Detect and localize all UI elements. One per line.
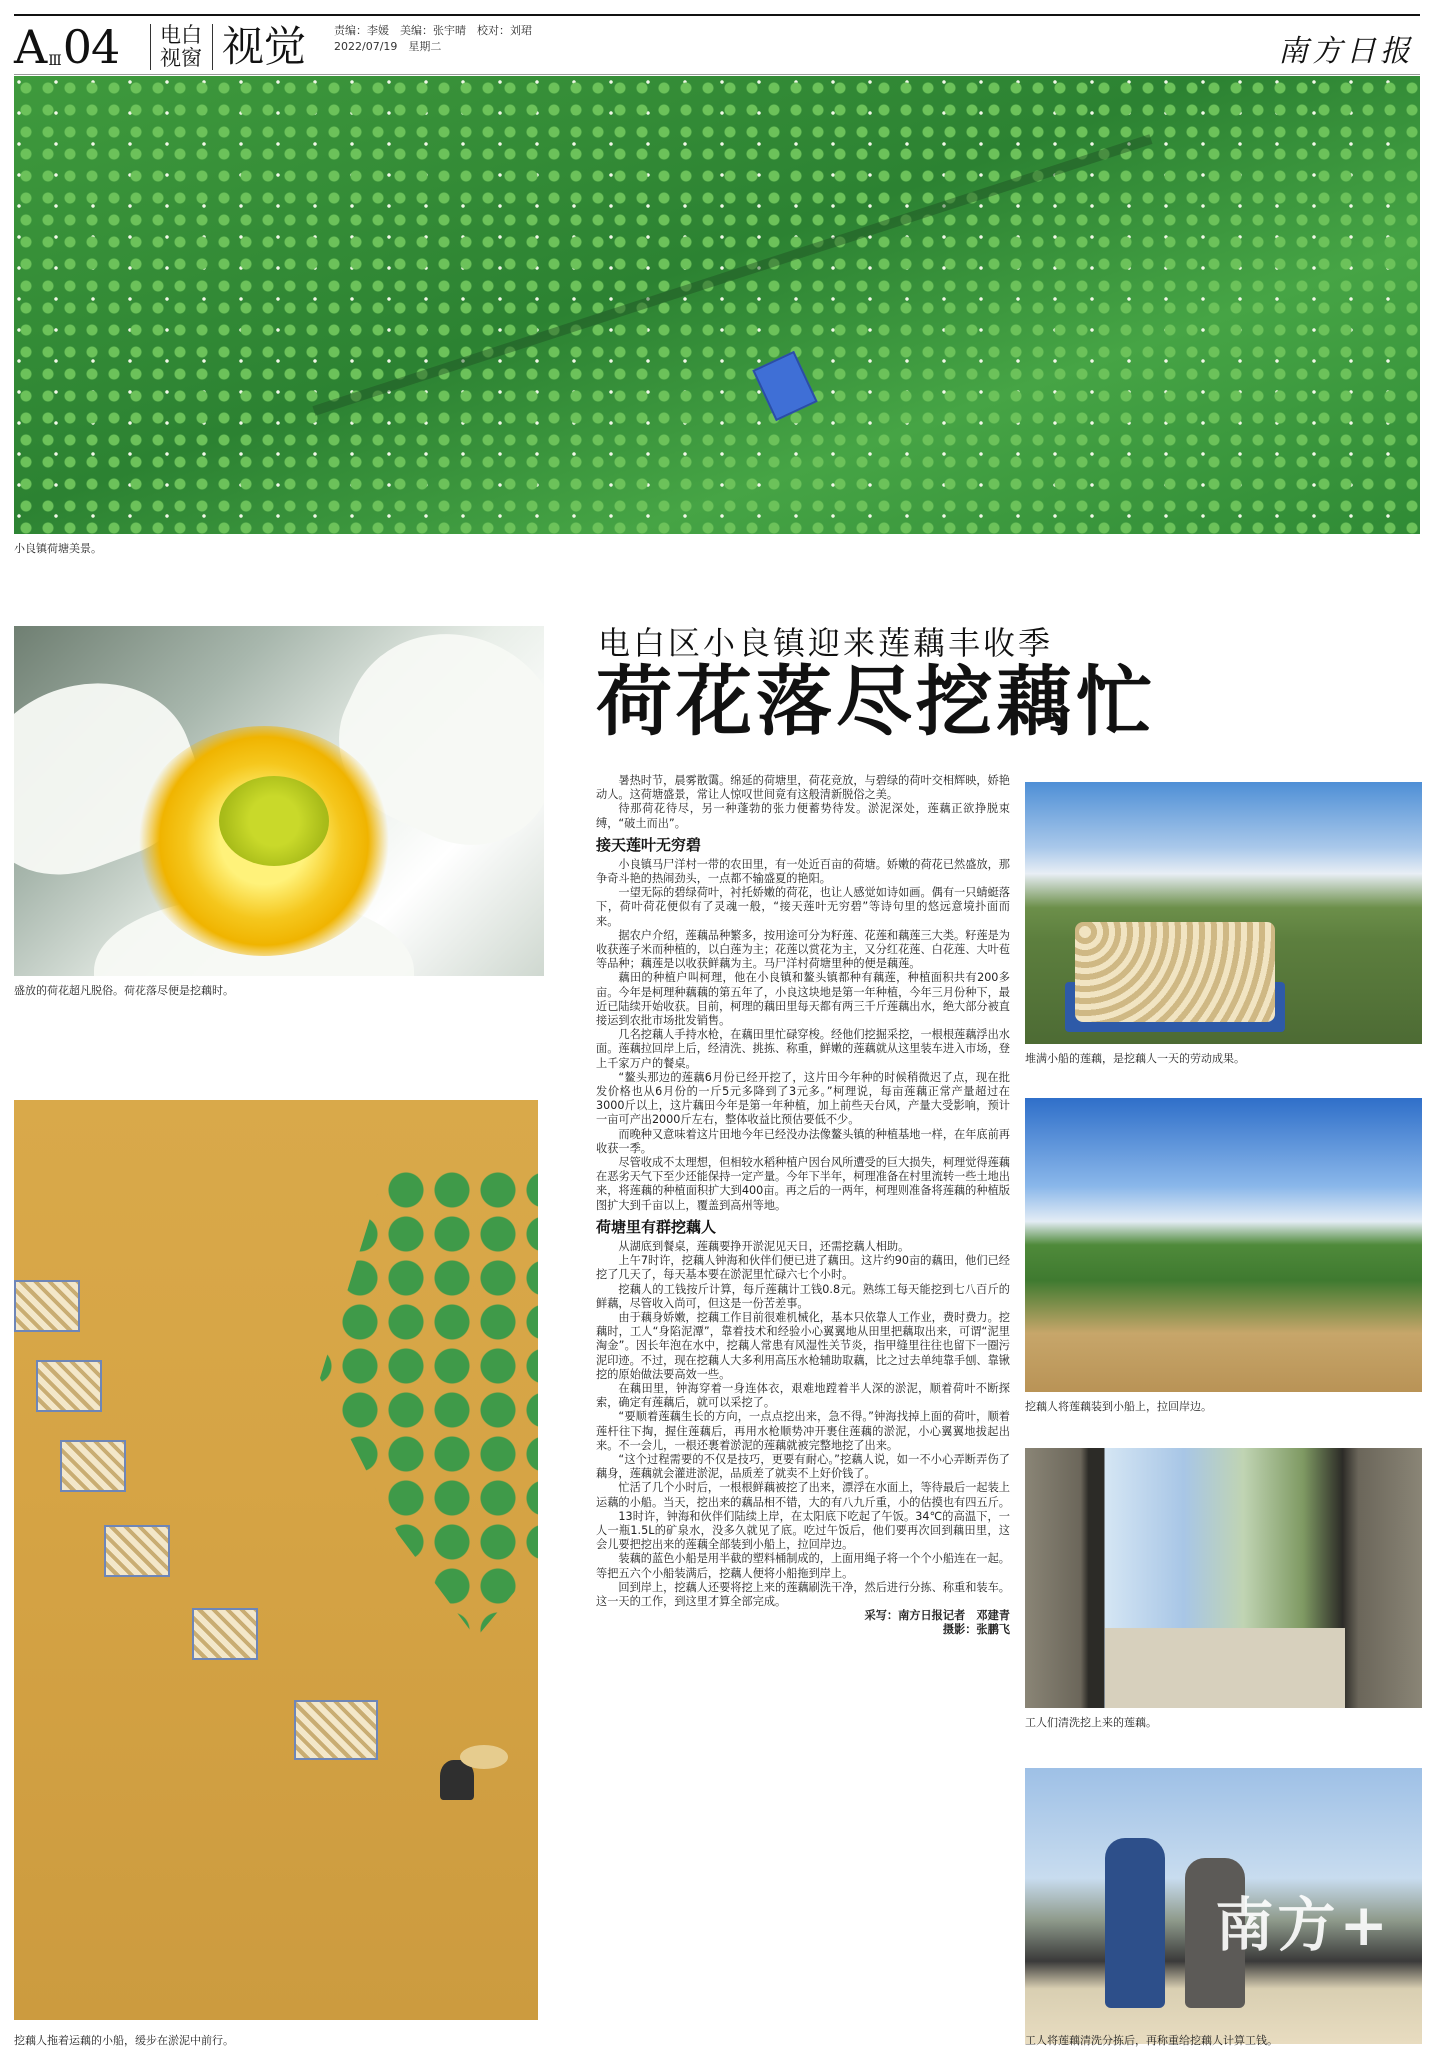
paragraph: 据农户介绍，莲藕品种繁多，按用途可分为籽莲、花莲和藕莲三大类。籽莲是为收获莲子米而种植的，以白莲为主；花莲以赏花为主，又分红花莲、白花莲、大叶苞等品种；藕莲是以收获鲜藕为主。马尸洋村荷塘里种的便是藕莲。	[596, 928, 1010, 971]
article-body	[596, 774, 1010, 1638]
header-divider	[212, 24, 213, 70]
paragraph: “鳌头那边的莲藕6月份已经开挖了，这片田今年种的时候稍微迟了点，现在批发价格也从6月份的一斤5元多降到了3元多。”柯理说，每亩莲藕正常产量超过在3000斤以上，这片藕田今年是第一年种植，加上前些天台风，产量大受影响，预计一亩可产出2000斤左右，整体收益比预估要低不少。	[596, 1070, 1010, 1127]
washing-area	[1105, 1628, 1345, 1708]
blue-boat	[752, 351, 817, 421]
paragraph: 暑热时节，晨雾散霭。绵延的荷塘里，荷花竞放，与碧绿的荷叶交相辉映，娇艳动人。这荷塘盛景，常让人惊叹世间竟有这般清新脱俗之美。	[596, 774, 1010, 802]
photo-caption: 挖藕人拖着运藕的小船，缓步在淤泥中前行。	[14, 2034, 234, 2047]
photo-caption: 工人们清洗挖上来的莲藕。	[1025, 1716, 1157, 1729]
article-headline: 荷花落尽挖藕忙	[596, 657, 1156, 746]
paragraph: 待那荷花待尽，另一种蓬勃的张力便蓄势待发。淤泥深处，莲藕正欲挣脱束缚，“破土而出”。	[596, 802, 1010, 830]
paragraph: 上午7时许，挖藕人钟海和伙伴们便已进了藕田。这片约90亩的藕田，他们已经挖了几天了，每天基本要在淤泥里忙碌六七个小时。	[596, 1254, 1010, 1282]
loaded-boat-photo	[1025, 782, 1422, 1044]
reporter-byline: 采写：南方日报记者 邓建青	[864, 1609, 1010, 1623]
paragraph: 而晚种又意味着这片田地今年已经没办法像鳌头镇的种植基地一样，在年底前再收获一季。	[596, 1127, 1010, 1155]
lotus-root-boat	[104, 1525, 170, 1577]
lotus-root-bundle	[294, 1700, 378, 1760]
lotus-root-pile	[1075, 922, 1275, 1022]
paragraph: 藕田的种植户叫柯理，他在小良镇和鳌头镇都种有藕莲，种植面积共有200多亩。今年是柯理种藕藕的第五年了，小良这块地是第一年种植，今年三月份种下，最近已陆续开始收获。目前，柯理的藕田里每天都有两三千斤莲藕出水，绝大部分被直接运到农批市场批发销售。	[596, 971, 1010, 1028]
paragraph: 几名挖藕人手持水枪，在藕田里忙碌穿梭。经他们挖掘采挖，一根根莲藕浮出水面。莲藕拉回岸上后，经清洗、挑拣、称重，鲜嫩的莲藕就从这里装车进入市场，登上千家万户的餐桌。	[596, 1028, 1010, 1070]
paragraph: 回到岸上，挖藕人还要将挖上来的莲藕刷洗干净，然后进行分拣、称重和装车。这一天的工作，到这里才算全部完成。	[596, 1580, 1010, 1608]
page-number: A Ⅲ04	[14, 20, 120, 74]
photo-caption: 小良镇荷塘美景。	[14, 542, 102, 555]
issue-date: 2022/07/19 星期二	[334, 40, 442, 53]
section-name: 视觉	[222, 22, 307, 71]
article-kicker: 电白区小良镇迎来莲藕丰收季	[598, 624, 1054, 662]
photographer-byline: 摄影：张鹏飞	[942, 1623, 1010, 1637]
lotus-root-boat	[36, 1360, 102, 1412]
section-name-small: 电白 视窗	[160, 23, 202, 70]
sorting-weighing-photo	[1025, 1768, 1422, 2044]
paragraph: 小良镇马尸洋村一带的农田里，有一处近百亩的荷塘。娇嫩的荷花已然盛放，那争奇斗艳的热闹劲头，一点都不输盛夏的艳阳。	[596, 857, 1010, 886]
paragraph: 挖藕人的工钱按斤计算，每斤莲藕计工钱0.8元。熟练工每天能挖到七八百斤的鲜藕，尽管收入尚可，但这是一份苦差事。	[596, 1282, 1010, 1310]
paragraph: 在藕田里，钟海穿着一身连体衣，艰难地蹚着半人深的淤泥，顺着荷叶不断探索，确定有莲藕后，就可以采挖了。	[596, 1381, 1010, 1410]
header-divider	[150, 24, 151, 70]
lotus-flower-photo	[14, 626, 544, 976]
subheading: 荷塘里有群挖藕人	[596, 1217, 717, 1236]
editor-credits: 责编：李媛 美编：张宇晴 校对：刘珺	[334, 24, 532, 37]
paragraph: “要顺着莲藕生长的方向，一点点挖出来，急不得。”钟海找掉上面的荷叶，顺着莲杆往下掏，握住莲藕后，再用水枪顺势冲开裹住莲藕的淤泥，小心翼翼地拔起出来。不一会儿，一根还裹着淤泥的莲藕就被完整地挖了出来。	[596, 1410, 1010, 1452]
photo-caption: 盛放的荷花超凡脱俗。荷花落尽便是挖藕时。	[14, 984, 234, 997]
straw-hat	[460, 1745, 508, 1769]
header-rule	[14, 74, 1420, 75]
paragraph: 由于藕身娇嫩，挖藕工作目前很难机械化，基本只依靠人工作业，费时费力。挖藕时，工人“身陷泥潭”，靠着技术和经验小心翼翼地从田里把藕取出来，可谓“泥里淘金”。因长年泡在水中，挖藕人常患有风湿性关节炎，指甲缝里往往也留下一圈污泥印迹。不过，现在挖藕人大多利用高压水枪辅助取藕，比之过去单纯靠手刨、靠锹挖的原始做法要高效一些。	[596, 1310, 1010, 1381]
paragraph: 从湖底到餐桌，莲藕要挣开淤泥见天日，还需挖藕人相助。	[618, 1239, 910, 1253]
paragraph: 13时许，钟海和伙伴们陆续上岸，在太阳底下吃起了午饭。34℃的高温下，一人一瓶1.5L的矿泉水，没多久就见了底。吃过午饭后，他们要再次回到藕田里，这会儿要把挖出来的莲藕全部装到小船上，拉回岸边。	[596, 1509, 1010, 1552]
newspaper-masthead: 南方日报	[1278, 34, 1414, 69]
paragraph: 装藕的蓝色小船是用半截的塑料桶制成的，上面用绳子将一个个小船连在一起。等把五六个小船装满后，挖藕人便将小船拖到岸上。	[596, 1552, 1010, 1580]
photo-caption: 堆满小船的莲藕，是挖藕人一天的劳动成果。	[1025, 1052, 1245, 1065]
subheading: 接天莲叶无穷碧	[596, 835, 702, 854]
worker-figure	[1105, 1838, 1165, 2008]
lotus-field-landscape-photo	[1025, 1098, 1422, 1392]
paragraph: 尽管收成不太理想，但相较水稻种植户因台风所遭受的巨大损失，柯理觉得莲藕在恶劣天气下至少还能保持一定产量。今年下半年，柯理准备在村里流转一些土地出来，将莲藕的种植面积扩大到400亩。再之后的一两年，柯理则准备将莲藕的种植版图扩大到千亩以上，覆盖到高州等地。	[596, 1156, 1010, 1212]
truck-washing-photo	[1025, 1448, 1422, 1708]
nanfang-plus-watermark: 南方+	[1215, 1891, 1392, 1959]
paragraph: 忙活了几个小时后，一根根鲜藕被挖了出来，漂浮在水面上，等待最后一起装上运藕的小船。当天，挖出来的藕品相不错，大的有八九斤重，小的估摸也有四五斤。	[596, 1481, 1010, 1509]
aerial-lotus-pond-photo	[14, 76, 1420, 534]
lotus-root-boat	[192, 1608, 258, 1660]
boat-trail	[312, 134, 1152, 415]
top-rule	[14, 14, 1420, 16]
lotus-root-boat	[14, 1280, 80, 1332]
lotus-seed-pod	[219, 776, 329, 866]
photo-caption: 工人将莲藕清洗分拣后，再称重给挖藕人计算工钱。	[1025, 2034, 1278, 2047]
lotus-leaves	[294, 1170, 538, 1690]
photo-caption: 挖藕人将莲藕装到小船上，拉回岸边。	[1025, 1400, 1212, 1413]
lotus-root-boat	[60, 1440, 126, 1492]
paragraph: 一望无际的碧绿荷叶，衬托娇嫩的荷花，也让人感觉如诗如画。偶有一只蜻蜓落下，荷叶荷花便似有了灵魂一般，“接天莲叶无穷碧”等诗句里的悠远意境扑面而来。	[596, 886, 1010, 928]
paragraph: “这个过程需要的不仅是技巧，更要有耐心。”挖藕人说，如一不小心弄断弄伤了藕身，莲藕就会灌进淤泥，品质差了就卖不上好价钱了。	[596, 1452, 1010, 1481]
muddy-field-photo	[14, 1100, 538, 2020]
